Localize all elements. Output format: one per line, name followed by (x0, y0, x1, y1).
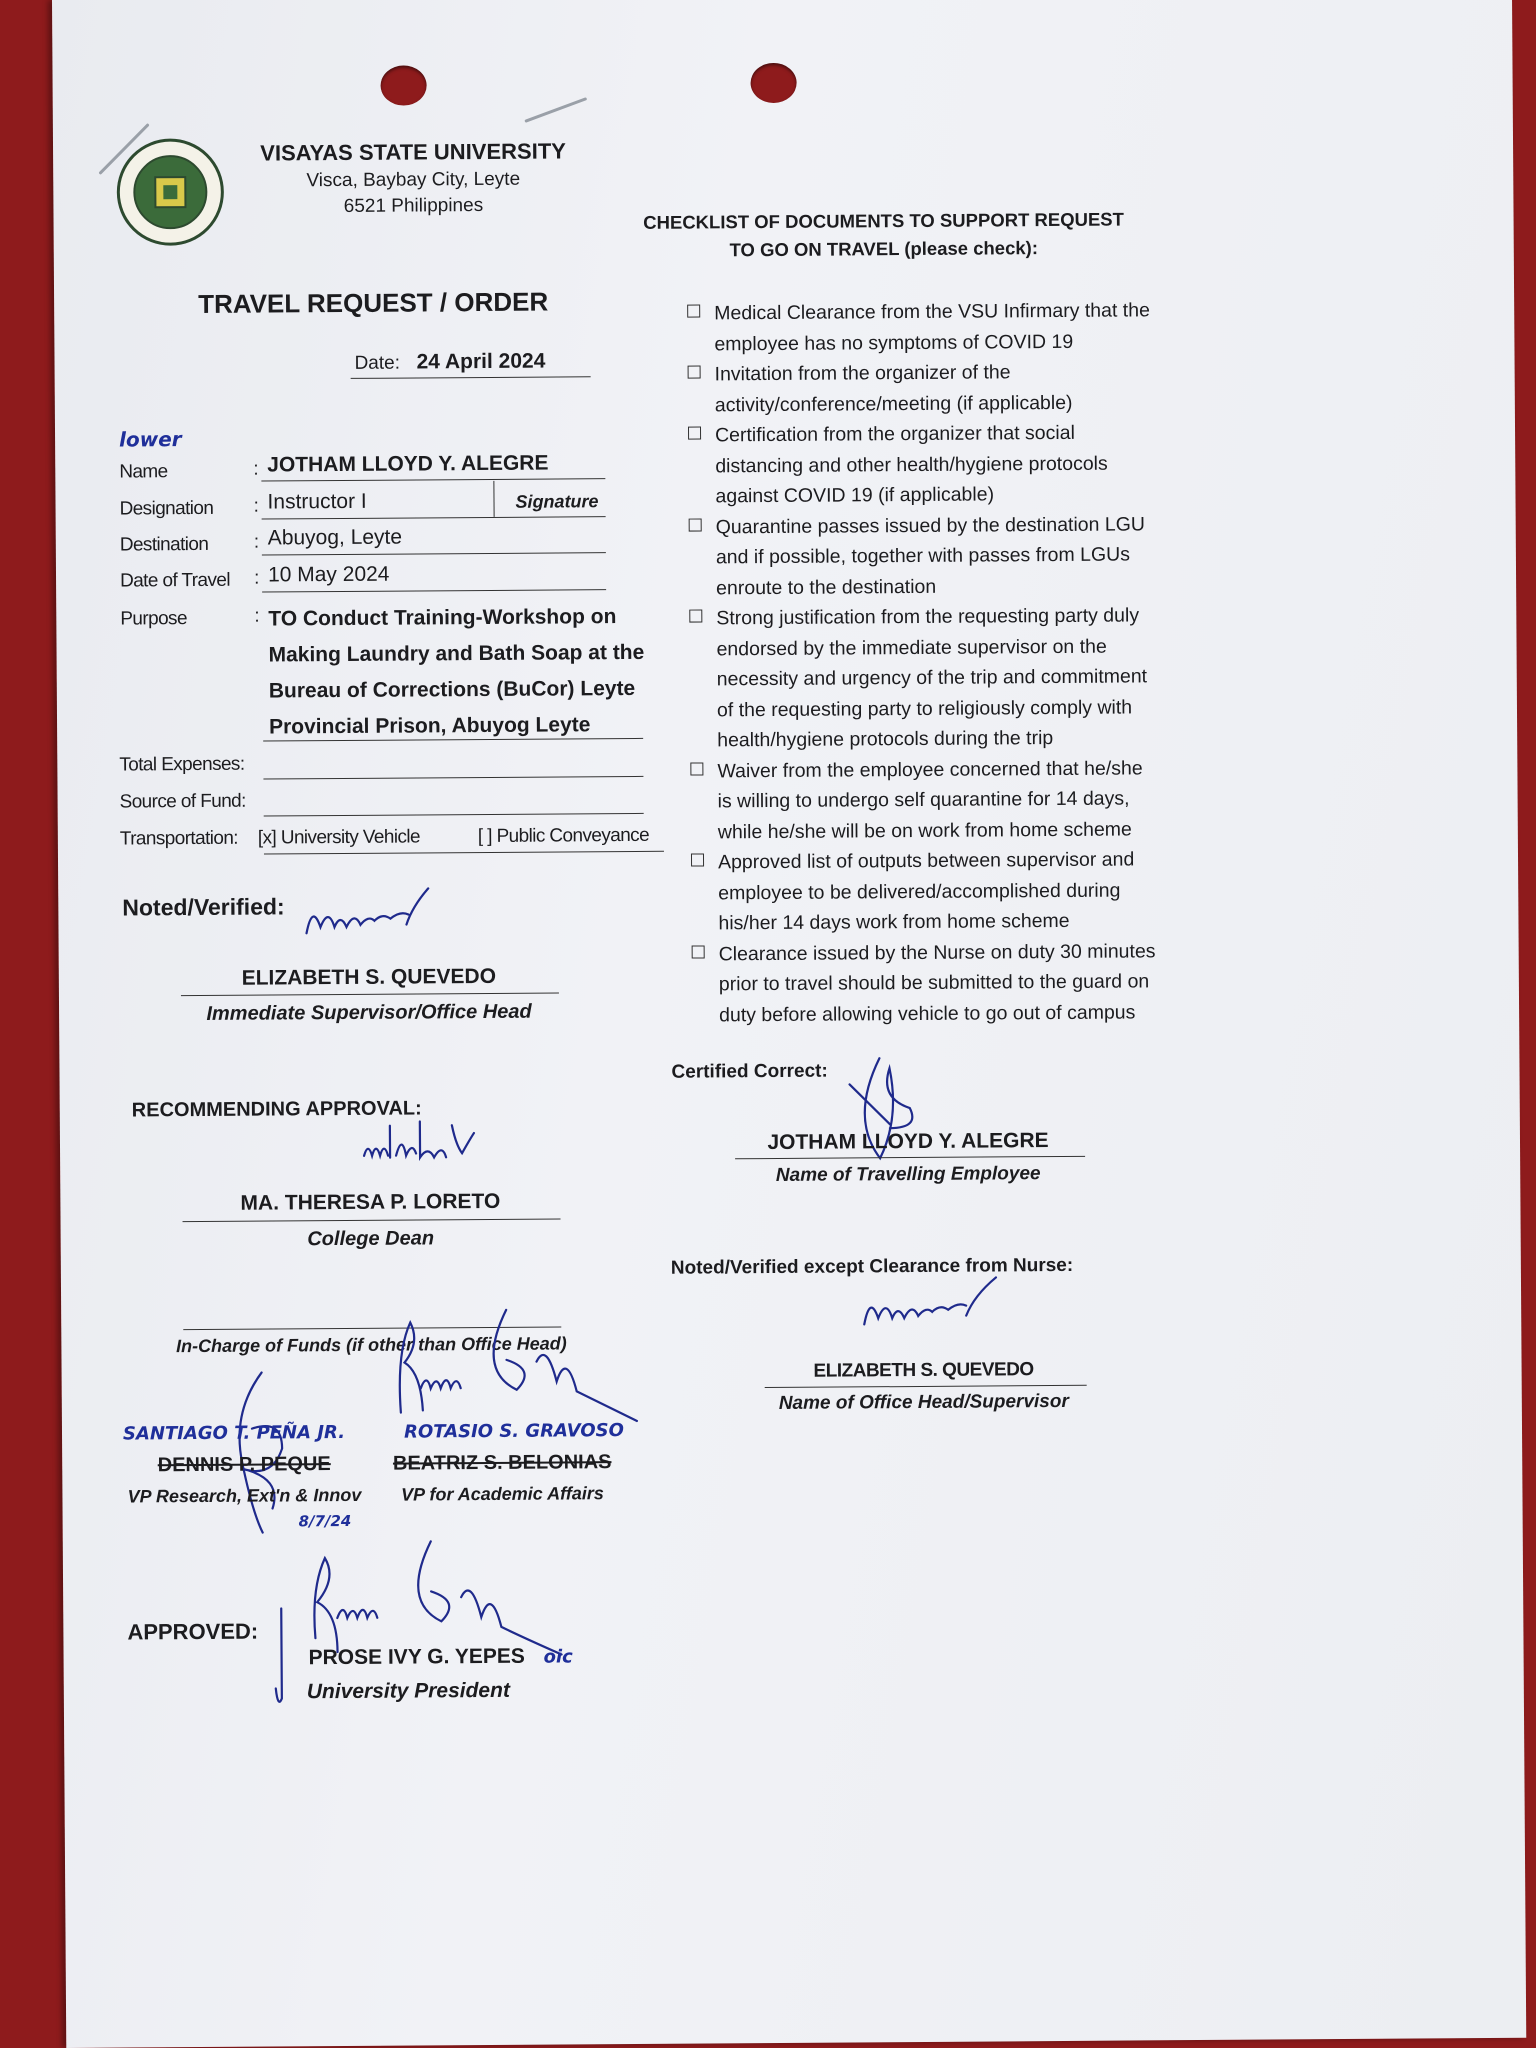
purpose-line: TO Conduct Training-Workshop on (268, 605, 617, 631)
address-line-1: Visca, Baybay City, Leyte (306, 168, 521, 192)
checklist-item-text: duty before allowing vehicle to go out of campus (719, 1000, 1136, 1026)
purpose-label: Purpose (120, 608, 187, 630)
checkbox[interactable] (688, 426, 701, 439)
date-of-travel-label: Date of Travel (119, 569, 231, 592)
signature-divider (493, 481, 494, 517)
university-seal-logo (115, 137, 226, 248)
checklist-item-line (687, 326, 1151, 360)
checklist-item-line (687, 295, 1151, 329)
dean-title: College Dean (307, 1227, 435, 1251)
vp-academic-printed-name: BEATRIZ S. BELONIAS (392, 1451, 612, 1475)
checklist-item-text: Certification from the organizer that social (714, 421, 1075, 447)
checklist-item-text: Invitation from the organizer of the (714, 361, 1011, 386)
president-handwritten-note: oic (543, 1646, 573, 1668)
checklist-item-line (692, 966, 1156, 1000)
vp-academic-signature (386, 1301, 647, 1433)
funds-title: In-Charge of Funds (if other than Office Head) (175, 1333, 567, 1357)
checkbox[interactable] (689, 609, 702, 622)
transport-option-public-conveyance: [ ] Public Conveyance (477, 824, 650, 848)
purpose-line: Bureau of Corrections (BuCor) Leyte (268, 676, 636, 703)
checklist-item-line (690, 722, 1154, 756)
signature-line (183, 1218, 561, 1222)
signature-line (181, 992, 559, 996)
checklist-item-line (691, 875, 1155, 909)
recommending-heading: RECOMMENDING APPROVAL: (131, 1097, 422, 1122)
checklist-item-line (689, 509, 1153, 543)
punch-hole (380, 65, 426, 105)
checklist-item-line (689, 539, 1153, 573)
source-of-fund-field (264, 813, 644, 817)
destination-value: Abuyog, Leyte (267, 525, 403, 550)
colon: : (254, 605, 260, 627)
checklist-item-text: Medical Clearance from the VSU Infirmary that the (714, 299, 1150, 325)
vp-academic-handwritten-name: ROTASIO S. GRAVOSO (404, 1420, 624, 1443)
checkbox[interactable] (692, 945, 705, 958)
field-underline (261, 478, 605, 481)
checklist-item-line (689, 600, 1153, 634)
checklist-item-line (688, 478, 1152, 512)
vp-research-handwritten-name: SANTIAGO T. PEÑA JR. (122, 1421, 346, 1445)
checklist-item-text: Quarantine passes issued by the destination LGU (715, 512, 1146, 538)
checklist (687, 295, 1156, 1030)
checklist-item-text: of the requesting party to religiously comply with (716, 695, 1133, 721)
vp-academic-title: VP for Academic Affairs (400, 1483, 604, 1505)
name-value: JOTHAM LLOYD Y. ALEGRE (267, 451, 549, 477)
date-value: 24 April 2024 (416, 349, 546, 374)
checklist-item-text: distancing and other health/hygiene protocols (715, 452, 1108, 477)
checklist-title-line-1: CHECKLIST OF DOCUMENTS TO SUPPORT REQUEST (643, 208, 1124, 233)
checklist-item-text: employee has no symptoms of COVID 19 (714, 330, 1074, 355)
field-underline (262, 552, 606, 555)
source-of-fund-label: Source of Fund: (119, 790, 246, 813)
president-name: PROSE IVY G. YEPES (308, 1644, 525, 1670)
field-underline (264, 851, 664, 855)
checklist-item-text: employee to be delivered/accomplished during (718, 879, 1121, 904)
checkbox[interactable] (691, 853, 704, 866)
checklist-item (689, 600, 1154, 756)
office-head-name: ELIZABETH S. QUEVEDO (813, 1359, 1034, 1382)
purpose-line: Making Laundry and Bath Soap at the (268, 640, 645, 667)
signature-label: Signature (515, 491, 599, 512)
checklist-item-line (691, 844, 1155, 878)
vp-research-title: VP Research, Ext'n & Innov (127, 1484, 362, 1507)
checklist-item-text: is willing to undergo self quarantine for 14 days, (717, 787, 1130, 813)
date-underline (351, 376, 591, 379)
designation-value: Instructor I (267, 489, 367, 514)
signature-line (765, 1385, 1087, 1388)
checklist-item-text: Strong justification from the requesting party duly (716, 604, 1140, 630)
checklist-item-text: Approved list of outputs between supervisor and (717, 848, 1135, 874)
checklist-title-line-2: TO GO ON TRAVEL (please check): (729, 237, 1039, 261)
dean-signature (360, 1115, 480, 1166)
staple (524, 97, 587, 123)
transportation-label: Transportation: (119, 827, 239, 850)
checkbox[interactable] (690, 762, 703, 775)
checkbox[interactable] (689, 518, 702, 531)
purpose-value (268, 599, 645, 746)
checklist-item-line (689, 570, 1153, 604)
purpose-line: Provincial Prison, Abuyog Leyte (269, 713, 591, 739)
checklist-item-line (691, 783, 1155, 817)
checklist-item-line (690, 753, 1154, 787)
supervisor-signature (298, 882, 438, 943)
checklist-item-line (691, 814, 1155, 848)
certified-heading: Certified Correct: (671, 1060, 828, 1083)
checklist-item-line (690, 692, 1154, 726)
checklist-item-text: his/her 14 days work from home scheme (718, 909, 1070, 935)
checkbox[interactable] (687, 304, 700, 317)
employee-title: Name of Travelling Employee (775, 1163, 1041, 1186)
name-label: Name (119, 461, 168, 483)
office-head-title: Name of Office Head/Supervisor (778, 1390, 1069, 1414)
checklist-item (688, 417, 1152, 512)
president-title: University President (306, 1678, 510, 1704)
noted-nurse-heading: Noted/Verified except Clearance from Nurse: (670, 1254, 1074, 1279)
checklist-item-text: Clearance issued by the Nurse on duty 30 minutes (718, 939, 1156, 965)
date-of-travel-value: 10 May 2024 (267, 562, 390, 587)
checklist-item-line (688, 448, 1152, 482)
checklist-item (690, 753, 1154, 848)
employee-name: JOTHAM LLOYD Y. ALEGRE (767, 1129, 1049, 1155)
checklist-item-line (691, 905, 1155, 939)
checklist-item-text: enroute to the destination (716, 575, 937, 599)
checklist-item (691, 844, 1155, 939)
checklist-item-line (690, 661, 1154, 695)
checklist-item-line (689, 631, 1153, 665)
checklist-item-text: health/hygiene protocols during the trip (717, 727, 1054, 752)
checklist-item (689, 509, 1153, 604)
supervisor-title: Immediate Supervisor/Office Head (206, 1000, 532, 1025)
destination-label: Destination (119, 533, 209, 556)
supervisor-name: ELIZABETH S. QUEVEDO (241, 964, 497, 990)
checklist-item (688, 356, 1152, 420)
approved-heading: APPROVED: (127, 1618, 259, 1645)
checklist-item-line (688, 417, 1152, 451)
checklist-item-line (692, 997, 1156, 1031)
checklist-item-line (688, 387, 1152, 421)
noted-heading: Noted/Verified: (122, 893, 285, 921)
colon: : (253, 458, 259, 480)
total-expenses-label: Total Expenses: (119, 753, 245, 776)
total-expenses-field (263, 776, 643, 780)
form-title: TRAVEL REQUEST / ORDER (198, 286, 549, 319)
checklist-item-text: Waiver from the employee concerned that he/she (717, 756, 1143, 782)
university-name: VISAYAS STATE UNIVERSITY (260, 138, 566, 166)
checklist-item-text: while he/she will be on work from home scheme (717, 817, 1132, 843)
checklist-item-text: and if possible, together with passes from LGUs (715, 543, 1131, 569)
handwritten-note: lower (118, 427, 182, 452)
checklist-item-text: prior to travel should be submitted to the guard on (718, 970, 1150, 996)
designation-label: Designation (119, 497, 214, 520)
field-underline (262, 516, 606, 519)
travel-request-form (52, 0, 1526, 2048)
checklist-item-text: against COVID 19 (if applicable) (715, 483, 995, 508)
office-head-signature (856, 1273, 1006, 1334)
checklist-item-text: activity/conference/meeting (if applicable) (714, 391, 1073, 416)
checklist-item-line (692, 936, 1156, 970)
transport-option-university-vehicle: [x] University Vehicle (257, 826, 421, 849)
field-underline (262, 589, 606, 592)
vp-research-signed-date: 8/7/24 (298, 1511, 352, 1531)
vp-research-printed-name: DENNIS P. PEQUE (157, 1453, 331, 1477)
checklist-item-text: endorsed by the immediate supervisor on the (716, 635, 1107, 660)
checklist-item (692, 936, 1156, 1031)
colon: : (253, 531, 259, 553)
address-line-2: 6521 Philippines (343, 194, 484, 217)
checkbox[interactable] (688, 365, 701, 378)
checklist-item-text: necessity and urgency of the trip and commitment (716, 665, 1148, 691)
dean-name: MA. THERESA P. LORETO (240, 1189, 501, 1215)
date-label: Date: (354, 352, 401, 374)
colon: : (253, 495, 259, 517)
colon: : (253, 567, 259, 589)
checklist-item (687, 295, 1151, 359)
checklist-item-line (688, 356, 1152, 390)
punch-hole (750, 63, 796, 103)
